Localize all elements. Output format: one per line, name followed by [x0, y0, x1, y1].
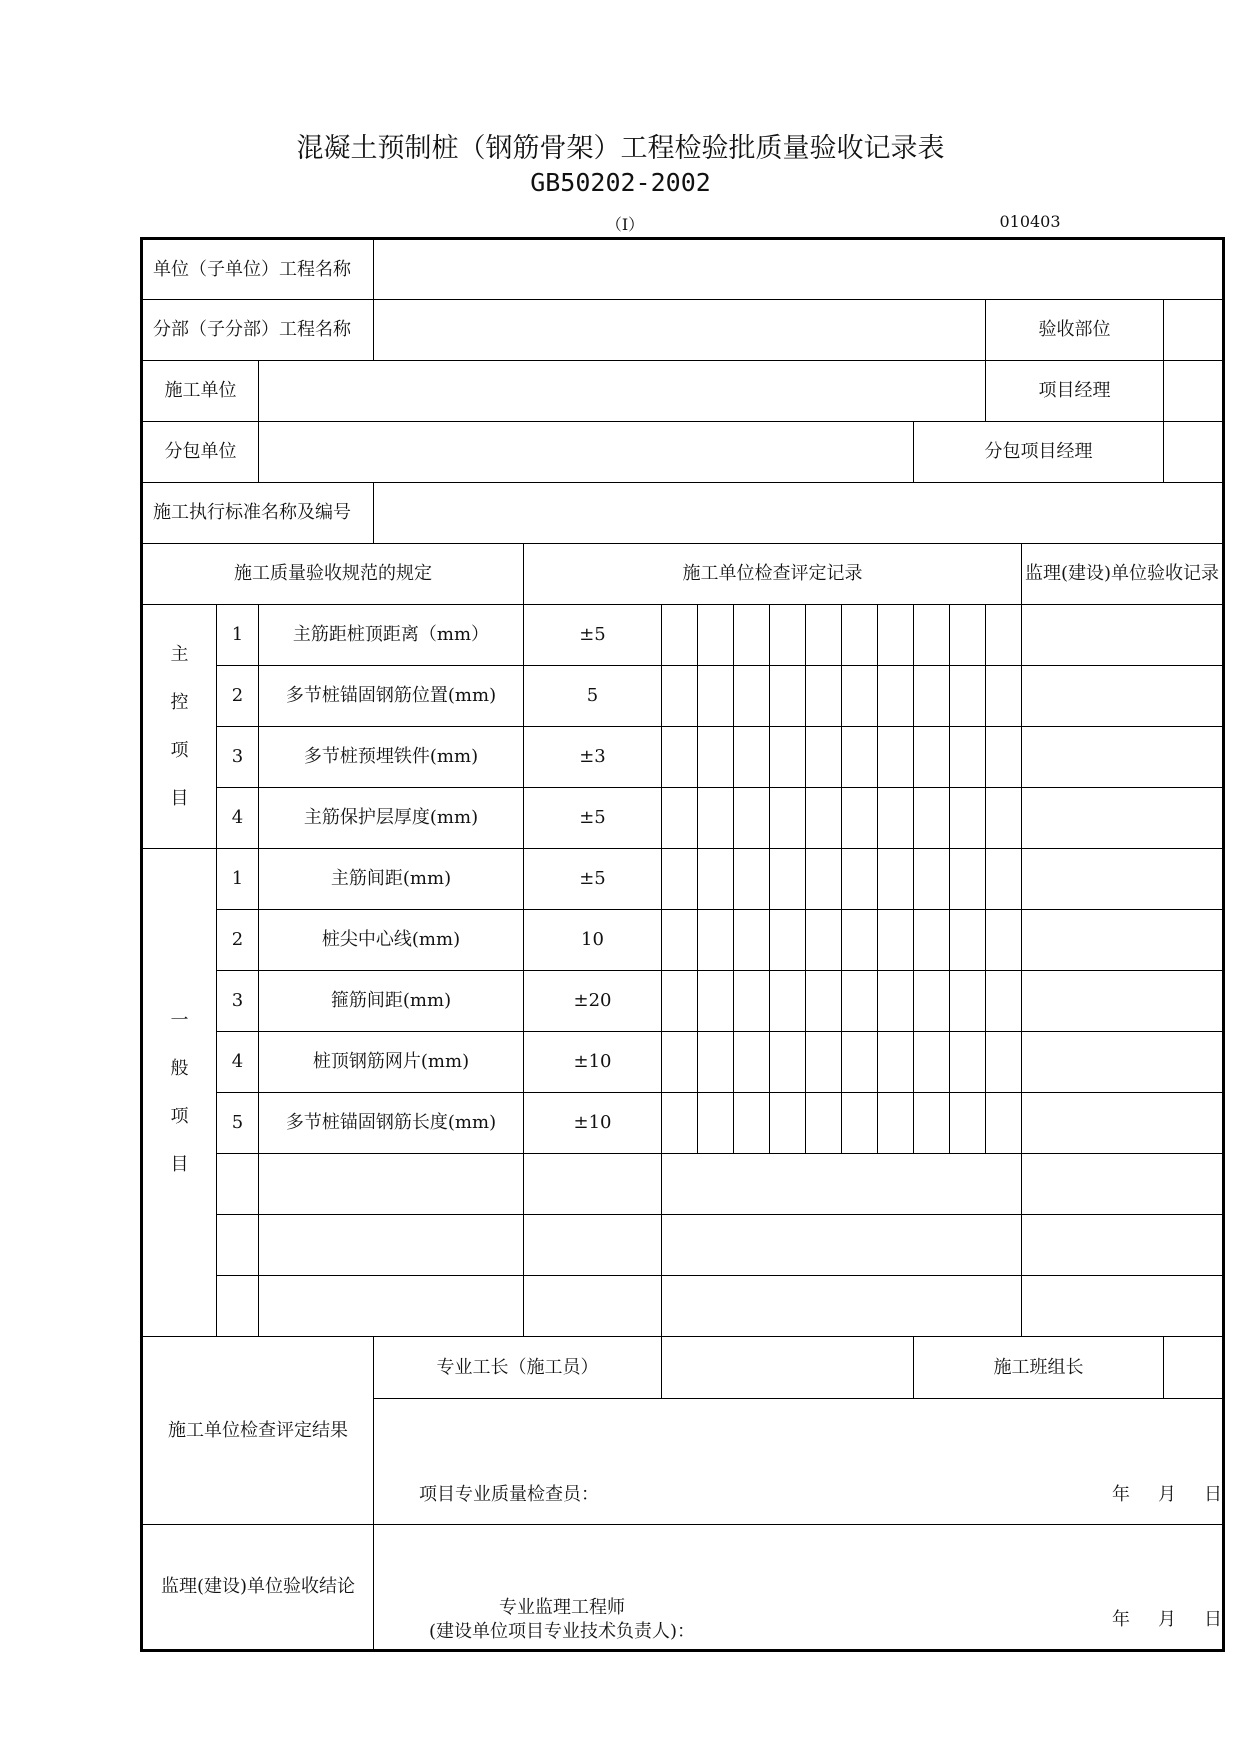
project-manager-label: 项目经理 — [986, 361, 1164, 422]
table-row — [142, 727, 1224, 788]
form-title: 混凝土预制桩（钢筋骨架）工程检验批质量验收记录表 — [296, 133, 945, 164]
form-number: 010403 — [999, 212, 1061, 231]
table-row — [142, 910, 1224, 971]
inspector-signature-area[interactable] — [374, 1399, 1224, 1525]
engineer-signature-area[interactable] — [374, 1525, 1224, 1651]
standard-label: 施工执行标准名称及编号 — [142, 483, 374, 544]
item-tolerance: 10 — [524, 910, 662, 971]
item-tolerance: ±3 — [524, 727, 662, 788]
acceptance-part-label: 验收部位 — [986, 300, 1164, 361]
supervision-cell[interactable] — [1022, 666, 1224, 727]
supervision-cell[interactable] — [1022, 910, 1224, 971]
item-name: 箍筋间距(mm) — [259, 971, 524, 1032]
table-row — [142, 788, 1224, 849]
subcontract-unit-field[interactable] — [259, 422, 914, 483]
item-tolerance: ±20 — [524, 971, 662, 1032]
item-name: 主筋保护层厚度(mm) — [259, 788, 524, 849]
supervision-cell[interactable] — [1022, 1093, 1224, 1154]
table-row — [142, 1276, 1224, 1337]
construction-unit-field[interactable] — [259, 361, 986, 422]
item-name: 主筋间距(mm) — [259, 849, 524, 910]
foreman-field[interactable] — [662, 1337, 914, 1399]
table-row — [142, 1093, 1224, 1154]
form-standard-code: GB50202-2002 — [530, 168, 711, 197]
table-row — [142, 1154, 1224, 1215]
standard-field[interactable] — [374, 483, 1224, 544]
supervision-cell[interactable] — [1022, 788, 1224, 849]
table-row — [142, 971, 1224, 1032]
subunit-name-label: 分部（子分部）工程名称 — [142, 300, 374, 361]
item-tolerance: ±5 — [524, 605, 662, 666]
general-items-label: 一 般 项 目 — [142, 849, 217, 1337]
item-number: 2 — [217, 666, 259, 727]
main-control-label: 主 控 项 目 — [142, 605, 217, 849]
item-number: 3 — [217, 971, 259, 1032]
item-number: 2 — [217, 910, 259, 971]
project-manager-field[interactable] — [1164, 361, 1224, 422]
subunit-name-field[interactable] — [374, 300, 986, 361]
team-leader-field[interactable] — [1164, 1337, 1224, 1399]
item-name: 多节桩预埋铁件(mm) — [259, 727, 524, 788]
item-name: 多节桩锚固钢筋位置(mm) — [259, 666, 524, 727]
conclusion-date: 年 月 日 — [1112, 1609, 1223, 1631]
check-record-column-header: 施工单位检查评定记录 — [524, 544, 1022, 605]
acceptance-part-field[interactable] — [1164, 300, 1224, 361]
inspector-label: 项目专业质量检查员： — [419, 1484, 599, 1506]
item-number: 4 — [217, 788, 259, 849]
spec-column-header: 施工质量验收规范的规定 — [142, 544, 524, 605]
item-tolerance: 5 — [524, 666, 662, 727]
supervision-cell[interactable] — [1022, 605, 1224, 666]
supervision-record-column-header: 监理(建设)单位验收记录 — [1022, 544, 1224, 605]
result-date: 年 月 日 — [1112, 1484, 1223, 1506]
table-row — [142, 1032, 1224, 1093]
item-name: 桩尖中心线(mm) — [259, 910, 524, 971]
supervision-cell[interactable] — [1022, 849, 1224, 910]
unit-name-field[interactable] — [374, 239, 1224, 300]
item-name: 多节桩锚固钢筋长度(mm) — [259, 1093, 524, 1154]
supervision-cell[interactable] — [1022, 1032, 1224, 1093]
item-number: 4 — [217, 1032, 259, 1093]
item-number: 5 — [217, 1093, 259, 1154]
table-row — [142, 605, 1224, 666]
engineer-label: 专业监理工程师 (建设单位项目专业技术负责人)： — [429, 1597, 696, 1642]
item-tolerance: ±5 — [524, 788, 662, 849]
item-number: 1 — [217, 849, 259, 910]
team-leader-label: 施工班组长 — [914, 1337, 1164, 1399]
item-name: 主筋距桩顶距离（mm） — [259, 605, 524, 666]
result-label: 施工单位检查评定结果 — [142, 1337, 374, 1525]
supervision-cell[interactable] — [1022, 971, 1224, 1032]
table-row — [142, 849, 1224, 910]
subcontract-manager-field[interactable] — [1164, 422, 1224, 483]
item-name: 桩顶钢筋网片(mm) — [259, 1032, 524, 1093]
subcontract-unit-label: 分包单位 — [142, 422, 259, 483]
table-row — [142, 1215, 1224, 1276]
acceptance-record-table — [140, 237, 1225, 1652]
construction-unit-label: 施工单位 — [142, 361, 259, 422]
item-number: 3 — [217, 727, 259, 788]
supervision-cell[interactable] — [1022, 727, 1224, 788]
item-tolerance: ±10 — [524, 1032, 662, 1093]
table-row — [142, 666, 1224, 727]
item-tolerance: ±5 — [524, 849, 662, 910]
subcontract-manager-label: 分包项目经理 — [914, 422, 1164, 483]
conclusion-label: 监理(建设)单位验收结论 — [142, 1525, 374, 1651]
item-number: 1 — [217, 605, 259, 666]
item-tolerance: ±10 — [524, 1093, 662, 1154]
unit-name-label: 单位（子单位）工程名称 — [142, 239, 374, 300]
foreman-label: 专业工长（施工员） — [374, 1337, 662, 1399]
form-section-mark: （Ⅰ） — [605, 215, 645, 234]
